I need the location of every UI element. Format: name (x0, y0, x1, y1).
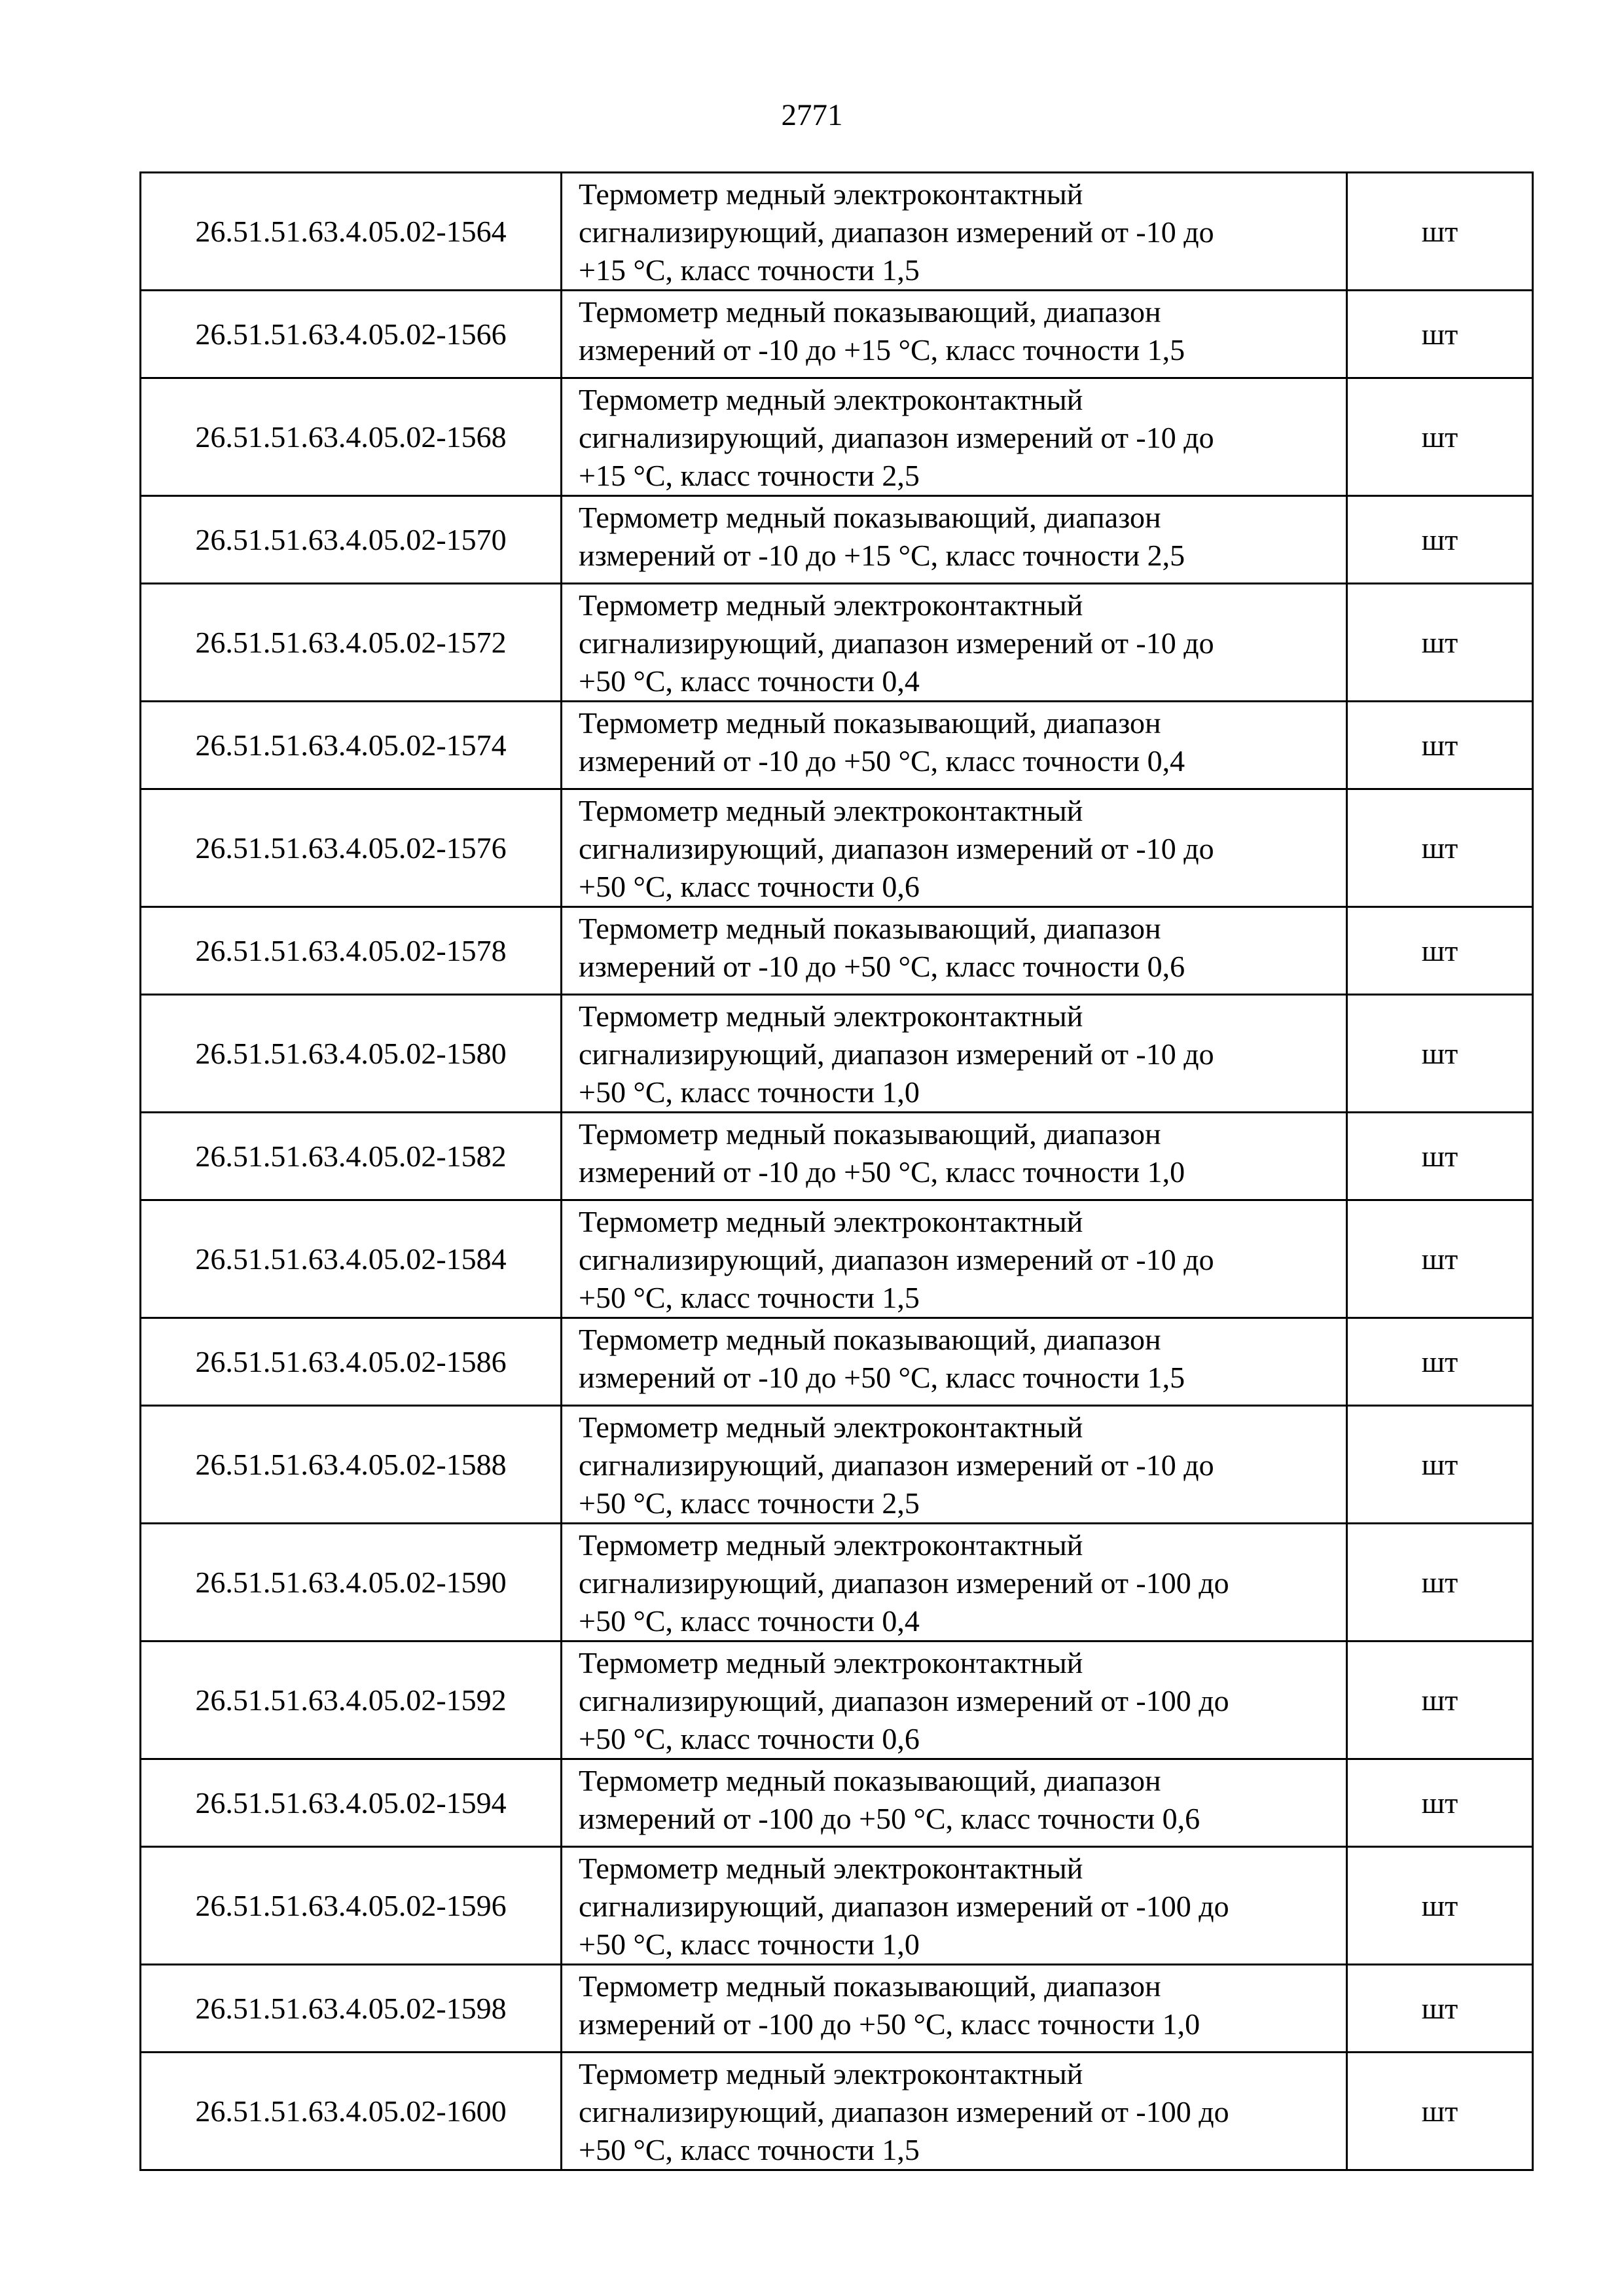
description-line: Термометр медный электроконтактный (579, 1528, 1083, 1562)
unit-cell: шт (1347, 378, 1533, 496)
page-number: 2771 (781, 98, 843, 132)
resource-description-cell (562, 1113, 1347, 1200)
unit-cell: шт (1347, 789, 1533, 907)
resource-description-cell (562, 584, 1347, 702)
resource-code-cell: 26.51.51.63.4.05.02-1584 (141, 1200, 562, 1318)
table-body (141, 173, 1533, 2170)
description-line: сигнализирующий, диапазон измерений от -10 до (579, 626, 1214, 660)
resource-description-cell (562, 1524, 1347, 1641)
resource-code-cell: 26.51.51.63.4.05.02-1588 (141, 1406, 562, 1524)
resource-description-cell (562, 907, 1347, 995)
description-line: Термометр медный электроконтактный (579, 177, 1083, 211)
unit-cell: шт (1347, 1965, 1533, 2053)
resource-description-cell (562, 995, 1347, 1113)
table-row (141, 1318, 1533, 1406)
description-line: сигнализирующий, диапазон измерений от -10 до (579, 215, 1214, 249)
resource-description-cell (562, 496, 1347, 584)
description-line: Термометр медный электроконтактный (579, 794, 1083, 827)
resource-description-cell (562, 2053, 1347, 2170)
description-line: сигнализирующий, диапазон измерений от -100 до (579, 1684, 1229, 1717)
description-line: +50 °С, класс точности 0,6 (579, 870, 920, 903)
resource-code-cell: 26.51.51.63.4.05.02-1570 (141, 496, 562, 584)
resource-code-cell: 26.51.51.63.4.05.02-1566 (141, 291, 562, 378)
unit-cell: шт (1347, 995, 1533, 1113)
unit-cell: шт (1347, 496, 1533, 584)
table-row (141, 584, 1533, 702)
table-row (141, 496, 1533, 584)
description-line: Термометр медный электроконтактный (579, 1646, 1083, 1679)
resource-description-cell (562, 702, 1347, 789)
unit-cell: шт (1347, 1847, 1533, 1965)
description-line: Термометр медный показывающий, диапазон (579, 295, 1161, 329)
resource-code-cell: 26.51.51.63.4.05.02-1590 (141, 1524, 562, 1641)
resource-code-cell: 26.51.51.63.4.05.02-1596 (141, 1847, 562, 1965)
description-line: Термометр медный электроконтактный (579, 588, 1083, 622)
resource-description-cell (562, 1847, 1347, 1965)
unit-cell: шт (1347, 1641, 1533, 1759)
description-line: измерений от -10 до +50 °С, класс точности 0,4 (579, 744, 1185, 778)
resource-description-cell (562, 291, 1347, 378)
description-line: Термометр медный электроконтактный (579, 1410, 1083, 1444)
description-line: Термометр медный показывающий, диапазон (579, 1764, 1161, 1797)
description-line: сигнализирующий, диапазон измерений от -10 до (579, 421, 1214, 454)
description-line: Термометр медный электроконтактный (579, 1205, 1083, 1238)
description-line: измерений от -10 до +15 °С, класс точности 2,5 (579, 539, 1185, 572)
description-line: сигнализирующий, диапазон измерений от -10 до (579, 832, 1214, 865)
table-row (141, 907, 1533, 995)
description-line: +50 °С, класс точности 0,4 (579, 664, 920, 698)
description-line: Термометр медный электроконтактный (579, 999, 1083, 1033)
unit-cell: шт (1347, 173, 1533, 291)
unit-cell: шт (1347, 2053, 1533, 2170)
description-line: +15 °С, класс точности 1,5 (579, 253, 920, 287)
resource-description-cell (562, 1759, 1347, 1847)
resource-description-cell (562, 1641, 1347, 1759)
table-row (141, 995, 1533, 1113)
table-row (141, 702, 1533, 789)
unit-cell: шт (1347, 1113, 1533, 1200)
description-line: измерений от -10 до +50 °С, класс точности 0,6 (579, 950, 1185, 983)
description-line: измерений от -10 до +50 °С, класс точности 1,0 (579, 1155, 1185, 1189)
unit-cell: шт (1347, 584, 1533, 702)
description-line: сигнализирующий, диапазон измерений от -10 до (579, 1448, 1214, 1482)
resource-code-cell: 26.51.51.63.4.05.02-1582 (141, 1113, 562, 1200)
resource-description-cell (562, 173, 1347, 291)
table-row (141, 1406, 1533, 1524)
description-line: Термометр медный показывающий, диапазон (579, 1969, 1161, 2003)
resource-code-cell: 26.51.51.63.4.05.02-1574 (141, 702, 562, 789)
unit-cell: шт (1347, 702, 1533, 789)
table-row (141, 1524, 1533, 1641)
resource-description-cell (562, 1406, 1347, 1524)
table-row (141, 173, 1533, 291)
table-row (141, 1759, 1533, 1847)
resource-table (139, 171, 1534, 2171)
description-line: Термометр медный показывающий, диапазон (579, 1323, 1161, 1356)
unit-cell: шт (1347, 1318, 1533, 1406)
description-line: +50 °С, класс точности 1,5 (579, 1281, 920, 1314)
description-line: Термометр медный показывающий, диапазон (579, 912, 1161, 945)
table-row (141, 2053, 1533, 2170)
description-line: +50 °С, класс точности 1,0 (579, 1075, 920, 1109)
description-line: Термометр медный электроконтактный (579, 2057, 1083, 2090)
unit-cell: шт (1347, 907, 1533, 995)
resource-code-cell: 26.51.51.63.4.05.02-1578 (141, 907, 562, 995)
resource-code-cell: 26.51.51.63.4.05.02-1586 (141, 1318, 562, 1406)
resource-description-cell (562, 1965, 1347, 2053)
resource-code-cell: 26.51.51.63.4.05.02-1598 (141, 1965, 562, 2053)
resource-description-cell (562, 789, 1347, 907)
description-line: сигнализирующий, диапазон измерений от -100 до (579, 1566, 1229, 1600)
table-row (141, 1641, 1533, 1759)
description-line: сигнализирующий, диапазон измерений от -100 до (579, 1890, 1229, 1923)
description-line: Термометр медный показывающий, диапазон (579, 1117, 1161, 1151)
unit-cell: шт (1347, 1406, 1533, 1524)
table-row (141, 378, 1533, 496)
table-row (141, 1200, 1533, 1318)
resource-description-cell (562, 1200, 1347, 1318)
description-line: сигнализирующий, диапазон измерений от -100 до (579, 2095, 1229, 2128)
resource-code-cell: 26.51.51.63.4.05.02-1564 (141, 173, 562, 291)
unit-cell: шт (1347, 1524, 1533, 1641)
description-line: Термометр медный электроконтактный (579, 1852, 1083, 1885)
resource-code-cell: 26.51.51.63.4.05.02-1576 (141, 789, 562, 907)
description-line: измерений от -10 до +15 °С, класс точности 1,5 (579, 333, 1185, 367)
description-line: сигнализирующий, диапазон измерений от -10 до (579, 1037, 1214, 1071)
table-row (141, 291, 1533, 378)
table-row (141, 1965, 1533, 2053)
unit-cell: шт (1347, 1200, 1533, 1318)
description-line: +50 °С, класс точности 0,4 (579, 1604, 920, 1638)
description-line: +50 °С, класс точности 2,5 (579, 1486, 920, 1520)
resource-code-cell: 26.51.51.63.4.05.02-1568 (141, 378, 562, 496)
table-row (141, 1847, 1533, 1965)
unit-cell: шт (1347, 1759, 1533, 1847)
description-line: +50 °С, класс точности 0,6 (579, 1722, 920, 1755)
description-line: сигнализирующий, диапазон измерений от -10 до (579, 1243, 1214, 1276)
resource-code-cell: 26.51.51.63.4.05.02-1592 (141, 1641, 562, 1759)
resource-code-cell: 26.51.51.63.4.05.02-1600 (141, 2053, 562, 2170)
resource-description-cell (562, 1318, 1347, 1406)
resource-code-cell: 26.51.51.63.4.05.02-1580 (141, 995, 562, 1113)
resource-code-cell: 26.51.51.63.4.05.02-1572 (141, 584, 562, 702)
table-row (141, 1113, 1533, 1200)
description-line: измерений от -10 до +50 °С, класс точности 1,5 (579, 1361, 1185, 1394)
resource-description-cell (562, 378, 1347, 496)
description-line: +50 °С, класс точности 1,5 (579, 2133, 920, 2166)
table-row (141, 789, 1533, 907)
description-line: Термометр медный показывающий, диапазон (579, 501, 1161, 534)
description-line: Термометр медный показывающий, диапазон (579, 706, 1161, 740)
description-line: +50 °С, класс точности 1,0 (579, 1928, 920, 1961)
unit-cell: шт (1347, 291, 1533, 378)
description-line: измерений от -100 до +50 °С, класс точности 1,0 (579, 2007, 1200, 2041)
resource-code-cell: 26.51.51.63.4.05.02-1594 (141, 1759, 562, 1847)
description-line: измерений от -100 до +50 °С, класс точности 0,6 (579, 1802, 1200, 1835)
description-line: +15 °С, класс точности 2,5 (579, 459, 920, 492)
description-line: Термометр медный электроконтактный (579, 383, 1083, 416)
